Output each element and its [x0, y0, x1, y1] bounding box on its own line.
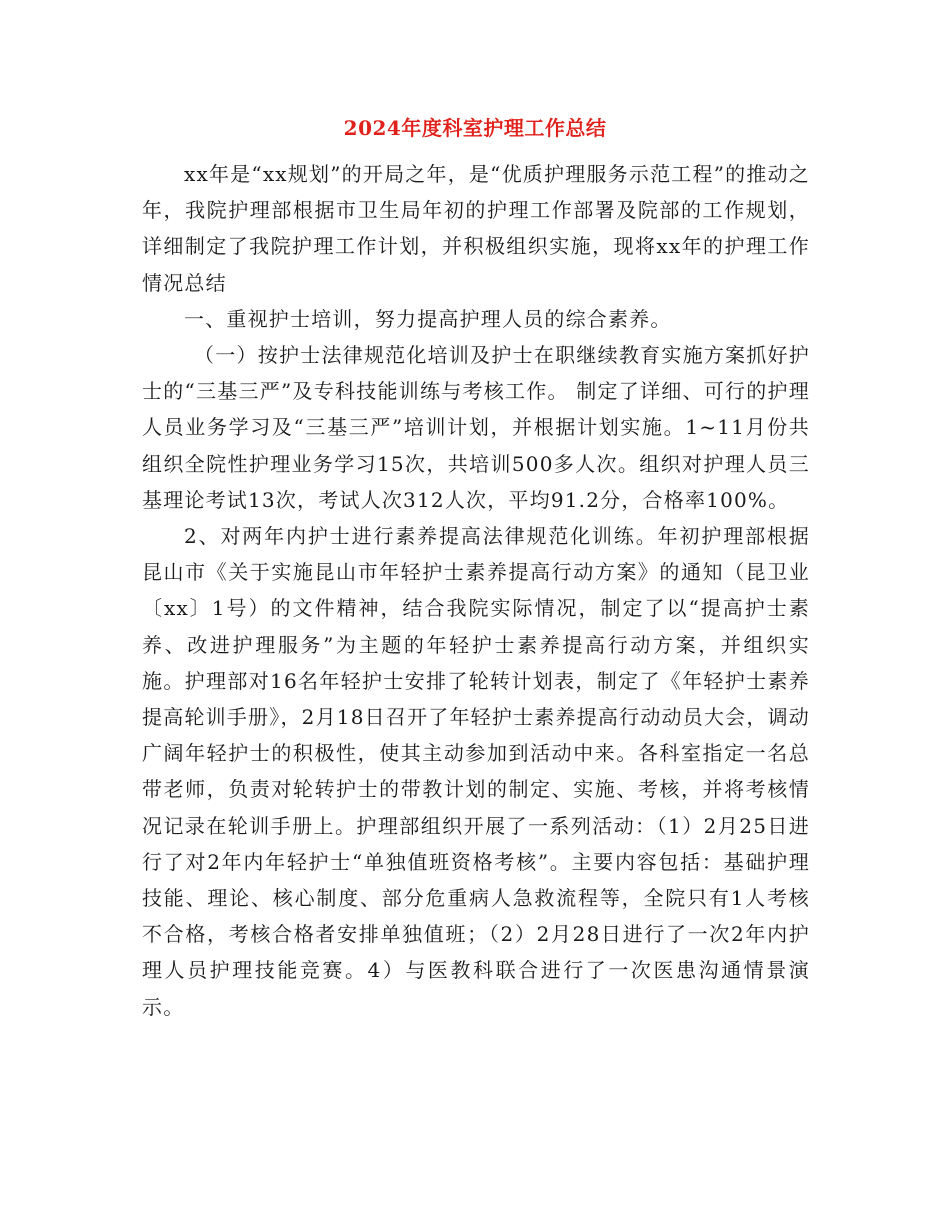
paragraph-training: （一）按护士法律规范化培训及护士在职继续教育实施方案抓好护士的“三基三严”及专科技能训练与考核工作。 制定了详细、可行的护理人员业务学习及“三基三严”培训计划，并根据计划实施。1~11月份共组织全院性护理业务学习15次，共培训500多人次。组织对护理人员三基理论考试13次，考试人次312人次，平均91.2分，合格率100%。	[142, 343, 810, 512]
paragraph-young-nurses: 2、对两年内护士进行素养提高法律规范化训练。年初护理部根据昆山市《关于实施昆山市年轻护士素养提高行动方案》的通知（昆卫业〔xx〕1号）的文件精神，结合我院实际情况，制定了以“提高护士素养、改进护理服务”为主题的年轻护士素养提高行动方案，并组织实施。护理部对16名年轻护士安排了轮转计划表，制定了《年轻护士素养提高轮训手册》，2月18日召开了年轻护士素养提高行动动员大会，调动广阔年轻护士的积极性，使其主动参加到活动中来。各科室指定一名总带老师，负责对轮转护士的带教计划的制定、实施、考核，并将考核情况记录在轮训手册上。护理部组织开展了一系列活动：（1）2月25日进行了对2年内年轻护士“单独值班资格考核”。主要内容包括：基础护理技能、理论、核心制度、部分危重病人急救流程等，全院只有1人考核不合格，考核合格者安排单独值班；（2）2月28日进行了一次2年内护理人员护理技能竞赛。4）与医教科联合进行了一次医患沟通情景演示。	[142, 524, 810, 1019]
document-title: 2024年度科室护理工作总结	[343, 116, 607, 140]
paragraph-section-one-heading: 一、重视护士培训，努力提高护理人员的综合素养。	[184, 306, 672, 331]
document-body	[142, 156, 810, 1025]
paragraph-intro: xx年是“xx规划”的开局之年，是“优质护理服务示范工程”的推动之年，我院护理部根据市卫生局年初的护理工作部署及院部的工作规划，详细制定了我院护理工作计划，并积极组织实施，现将xx年的护理工作情况总结	[142, 162, 810, 295]
